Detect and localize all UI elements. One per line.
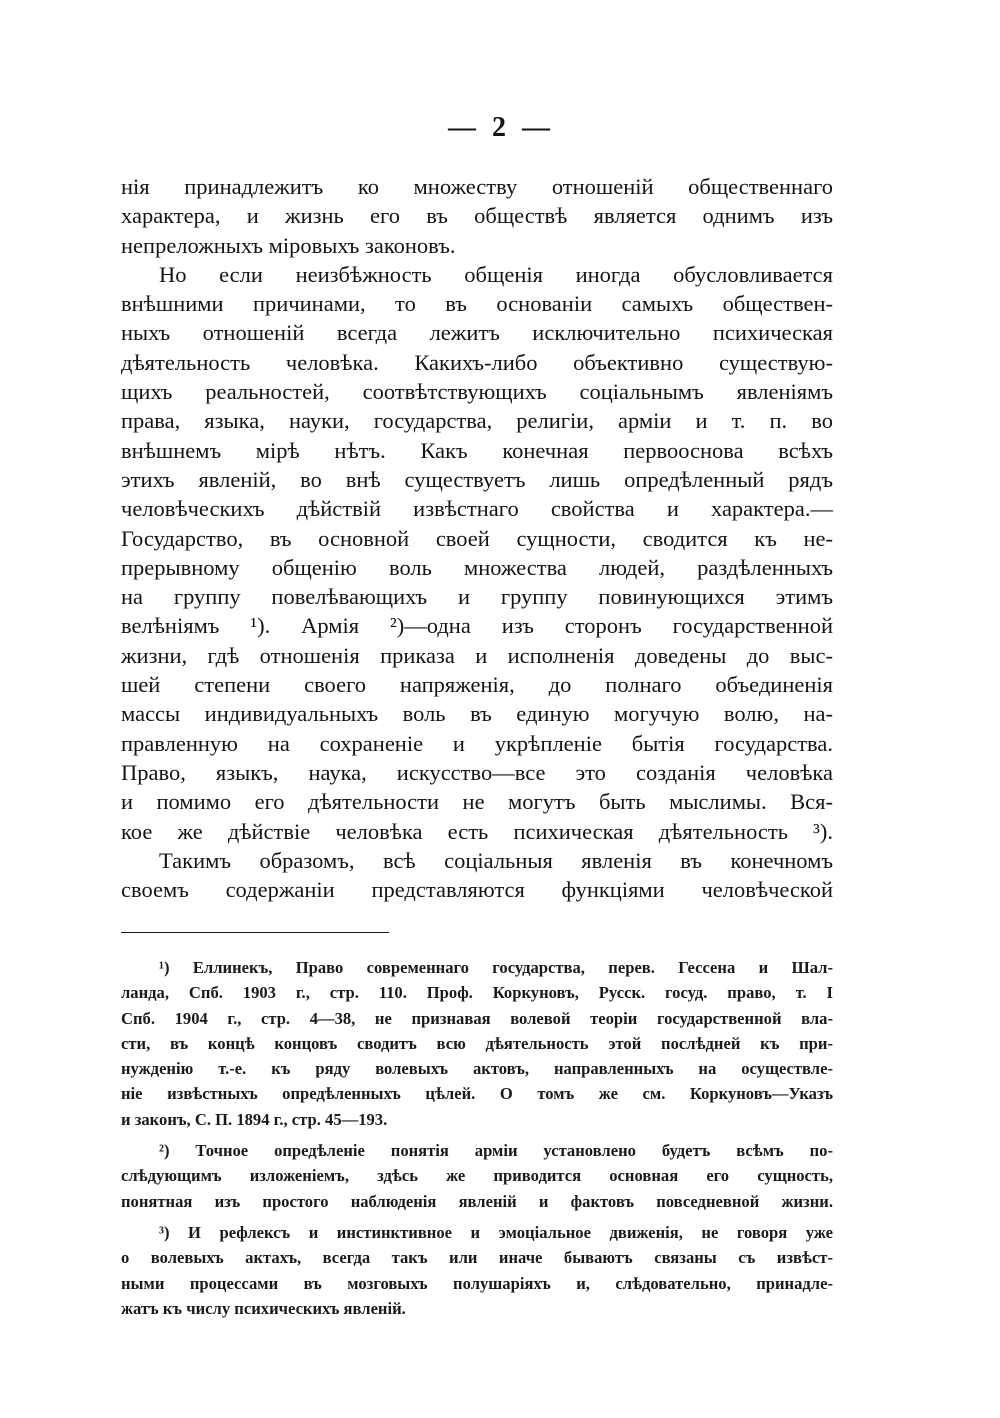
footnote-2 — [121, 1138, 833, 1214]
footnote-line: слѣдующимъ изложеніемъ, здѣсь же приводится основная его сущность, — [121, 1166, 833, 1186]
footnotes — [121, 955, 833, 1321]
body-line: этихъ явленій, во внѣ существуетъ лишь опредѣленный рядъ — [121, 466, 833, 492]
body-line: нія принадлежитъ ко множеству отношеній общественнаго — [121, 174, 833, 199]
body-line: жизни, гдѣ отношенія приказа и исполненія доведены до выс- — [121, 642, 833, 668]
footnote-line: о волевыхъ актахъ, всегда такъ или иначе бываютъ связаны съ извѣст- — [121, 1248, 833, 1268]
body-line: правленную на сохраненіе и укрѣпленіе бытія государства. — [121, 730, 833, 756]
body-line: внѣшними причинами, то въ основаніи самыхъ обществен- — [121, 291, 833, 317]
footnote-line: ¹) Еллинекъ, Право современнаго государства, перев. Гессена и Шал- — [159, 958, 833, 977]
body-line: характера, и жизнь его въ обществѣ является однимъ изъ — [121, 203, 833, 229]
page-number-dash-right: — — [522, 112, 552, 143]
body-line: шей степени своего напряженія, до полнаго объединенія — [121, 672, 833, 698]
footnote-line: и законъ, С. П. 1894 г., стр. 45—193. — [121, 1109, 388, 1129]
footnote-line: ными процессами въ мозговыхъ полушаріяхъ и, слѣдовательно, принадле- — [121, 1273, 833, 1293]
body-line: велѣніямъ ¹). Армія ²)—одна изъ сторонъ государственной — [121, 613, 833, 639]
body-line: Право, языкъ, наука, искусство—все это созданія человѣка — [121, 759, 833, 785]
footnote-separator-rule — [121, 932, 389, 933]
footnote-1 — [121, 955, 833, 1132]
body-line: человѣческихъ дѣйствій извѣстнаго свойства и характера.— — [121, 496, 833, 522]
footnote-line: ланда, Спб. 1903 г., стр. 110. Проф. Коркуновъ, Русск. госуд. право, т. I — [121, 983, 833, 1003]
body-line: на группу повелѣвающихъ и группу повинующихся этимъ — [121, 584, 833, 610]
footnote-line: ³) И рефлексъ и инстинктивное и эмоціальное движенія, не говоря уже — [159, 1222, 833, 1242]
page-number: 2 — [492, 112, 508, 143]
body-line: Но если неизбѣжность общенія иногда обусловливается — [159, 261, 833, 287]
footnote-line: Спб. 1904 г., стр. 4—38, не признавая волевой теоріи государственной вла- — [121, 1008, 833, 1028]
body-line: непреложныхъ міровыхъ законовъ. — [121, 232, 456, 258]
body-line: своемъ содержаніи представляются функціями человѣческой — [121, 877, 833, 903]
footnote-line: ²) Точное опредѣленіе понятія арміи установлено будетъ всѣмъ по- — [159, 1141, 833, 1161]
body-line: ныхъ отношеній всегда лежитъ исключительно психическая — [121, 320, 833, 346]
footnote-3 — [121, 1220, 833, 1321]
body-line: щихъ реальностей, соотвѣтствующихъ соціальнымъ явленіямъ — [121, 379, 833, 405]
footnote-line: нужденію т.-е. къ ряду волевыхъ актовъ, направленныхъ на осуществле- — [121, 1059, 833, 1079]
body-text — [121, 172, 833, 904]
page-number-dash-left: — — [448, 112, 478, 143]
footnote-line: ніе извѣстныхъ опредѣленныхъ цѣлей. О томъ же см. Коркуновъ—Указъ — [121, 1084, 833, 1104]
footnote-line: понятная изъ простого наблюденія явленій и фактовъ повседневной жизни. — [121, 1191, 833, 1211]
body-line: Такимъ образомъ, всѣ соціальныя явленія въ конечномъ — [159, 847, 833, 873]
body-line: массы индивидуальныхъ воль въ единую могучую волю, на- — [121, 701, 833, 727]
page-number-header — [0, 112, 1000, 144]
body-line: внѣшнемъ мірѣ нѣтъ. Какъ конечная первооснова всѣхъ — [121, 437, 833, 463]
footnote-line: сти, въ концѣ концовъ сводитъ всю дѣятельность этой послѣдней къ при- — [121, 1033, 833, 1053]
body-line: дѣятельность человѣка. Какихъ-либо объективно существую- — [121, 349, 833, 375]
body-line: и помимо его дѣятельности не могутъ быть мыслимы. Вся- — [121, 789, 833, 815]
body-line: права, языка, науки, государства, религіи, арміи и т. п. во — [121, 408, 833, 434]
footnote-line: жатъ къ числу психическихъ явленій. — [121, 1298, 406, 1318]
body-line: прерывному общенію воль множества людей, раздѣленныхъ — [121, 554, 833, 580]
body-line: кое же дѣйствіе человѣка есть психическая дѣятельность ³). — [121, 818, 833, 844]
body-line: Государство, въ основной своей сущности, сводится къ не- — [121, 525, 833, 551]
